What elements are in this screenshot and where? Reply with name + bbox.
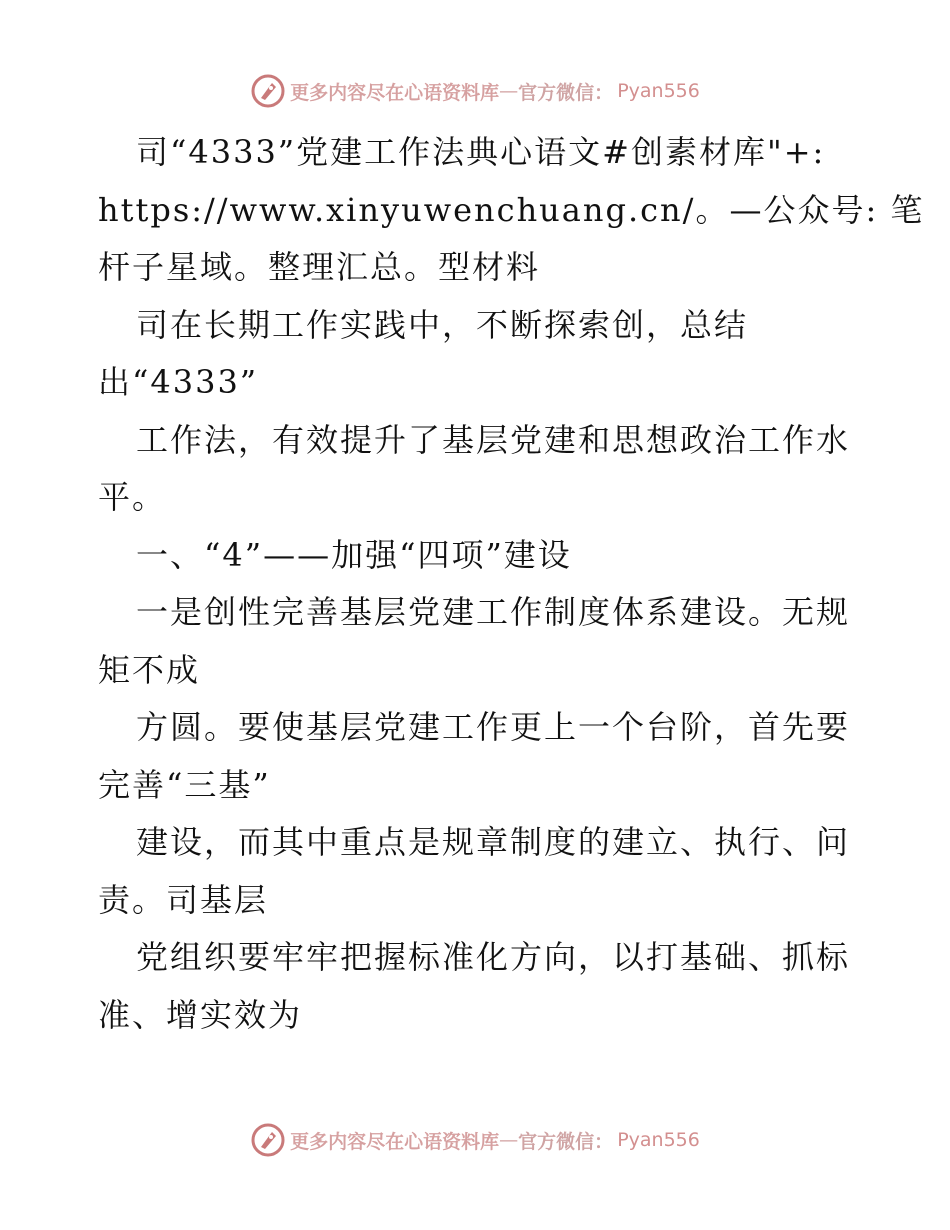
pen-nib-icon xyxy=(250,73,286,109)
watermark-wechat-id: Pyan556 xyxy=(617,80,700,102)
text-line: 矩不成 xyxy=(98,650,201,689)
text-line: 司在长期工作实践中，不断探索创，总结 xyxy=(136,305,749,344)
text-line: https://www.xinyuwenchuang.cn/。—公众号: 笔 xyxy=(98,190,925,229)
watermark-official-label: 官方微信： xyxy=(518,81,614,104)
text-line: 出“4333” xyxy=(98,363,259,401)
watermark-text: 更多内容尽在心语资料库 xyxy=(290,1130,500,1153)
watermark-text: 更多内容尽在心语资料库 xyxy=(290,81,500,104)
document-body xyxy=(98,124,925,1044)
text-line: 杆子星域。整理汇总。型材料 xyxy=(98,248,541,286)
watermark-banner-top xyxy=(0,71,950,111)
text-line: 准、增实效为 xyxy=(98,995,303,1034)
watermark-separator: — xyxy=(499,80,519,102)
watermark-wechat-id: Pyan556 xyxy=(617,1129,700,1151)
watermark-official-label: 官方微信： xyxy=(518,1130,614,1153)
text-line: 党组织要牢牢把握标准化方向，以打基础、抓标 xyxy=(136,938,851,976)
pen-nib-icon xyxy=(250,1122,286,1158)
section-heading: 一、“4”——加强“四项”建设 xyxy=(136,535,572,574)
text-line: 责。司基层 xyxy=(98,880,269,919)
text-line: 建设，而其中重点是规章制度的建立、执行、问 xyxy=(136,823,851,861)
text-line: 一是创性完善基层党建工作制度体系建设。无规 xyxy=(136,593,851,631)
text-line: 完善“三基” xyxy=(98,765,271,804)
text-line: 司“4333”党建工作法典心语文#创素材库"+: xyxy=(136,133,826,171)
text-line: 方圆。要使基层党建工作更上一个台阶，首先要 xyxy=(136,708,851,746)
text-line: 平。 xyxy=(98,478,167,516)
watermark-banner-bottom xyxy=(0,1120,950,1160)
text-line: 工作法，有效提升了基层党建和思想政治工作水 xyxy=(136,420,851,459)
watermark-separator: — xyxy=(499,1129,519,1151)
